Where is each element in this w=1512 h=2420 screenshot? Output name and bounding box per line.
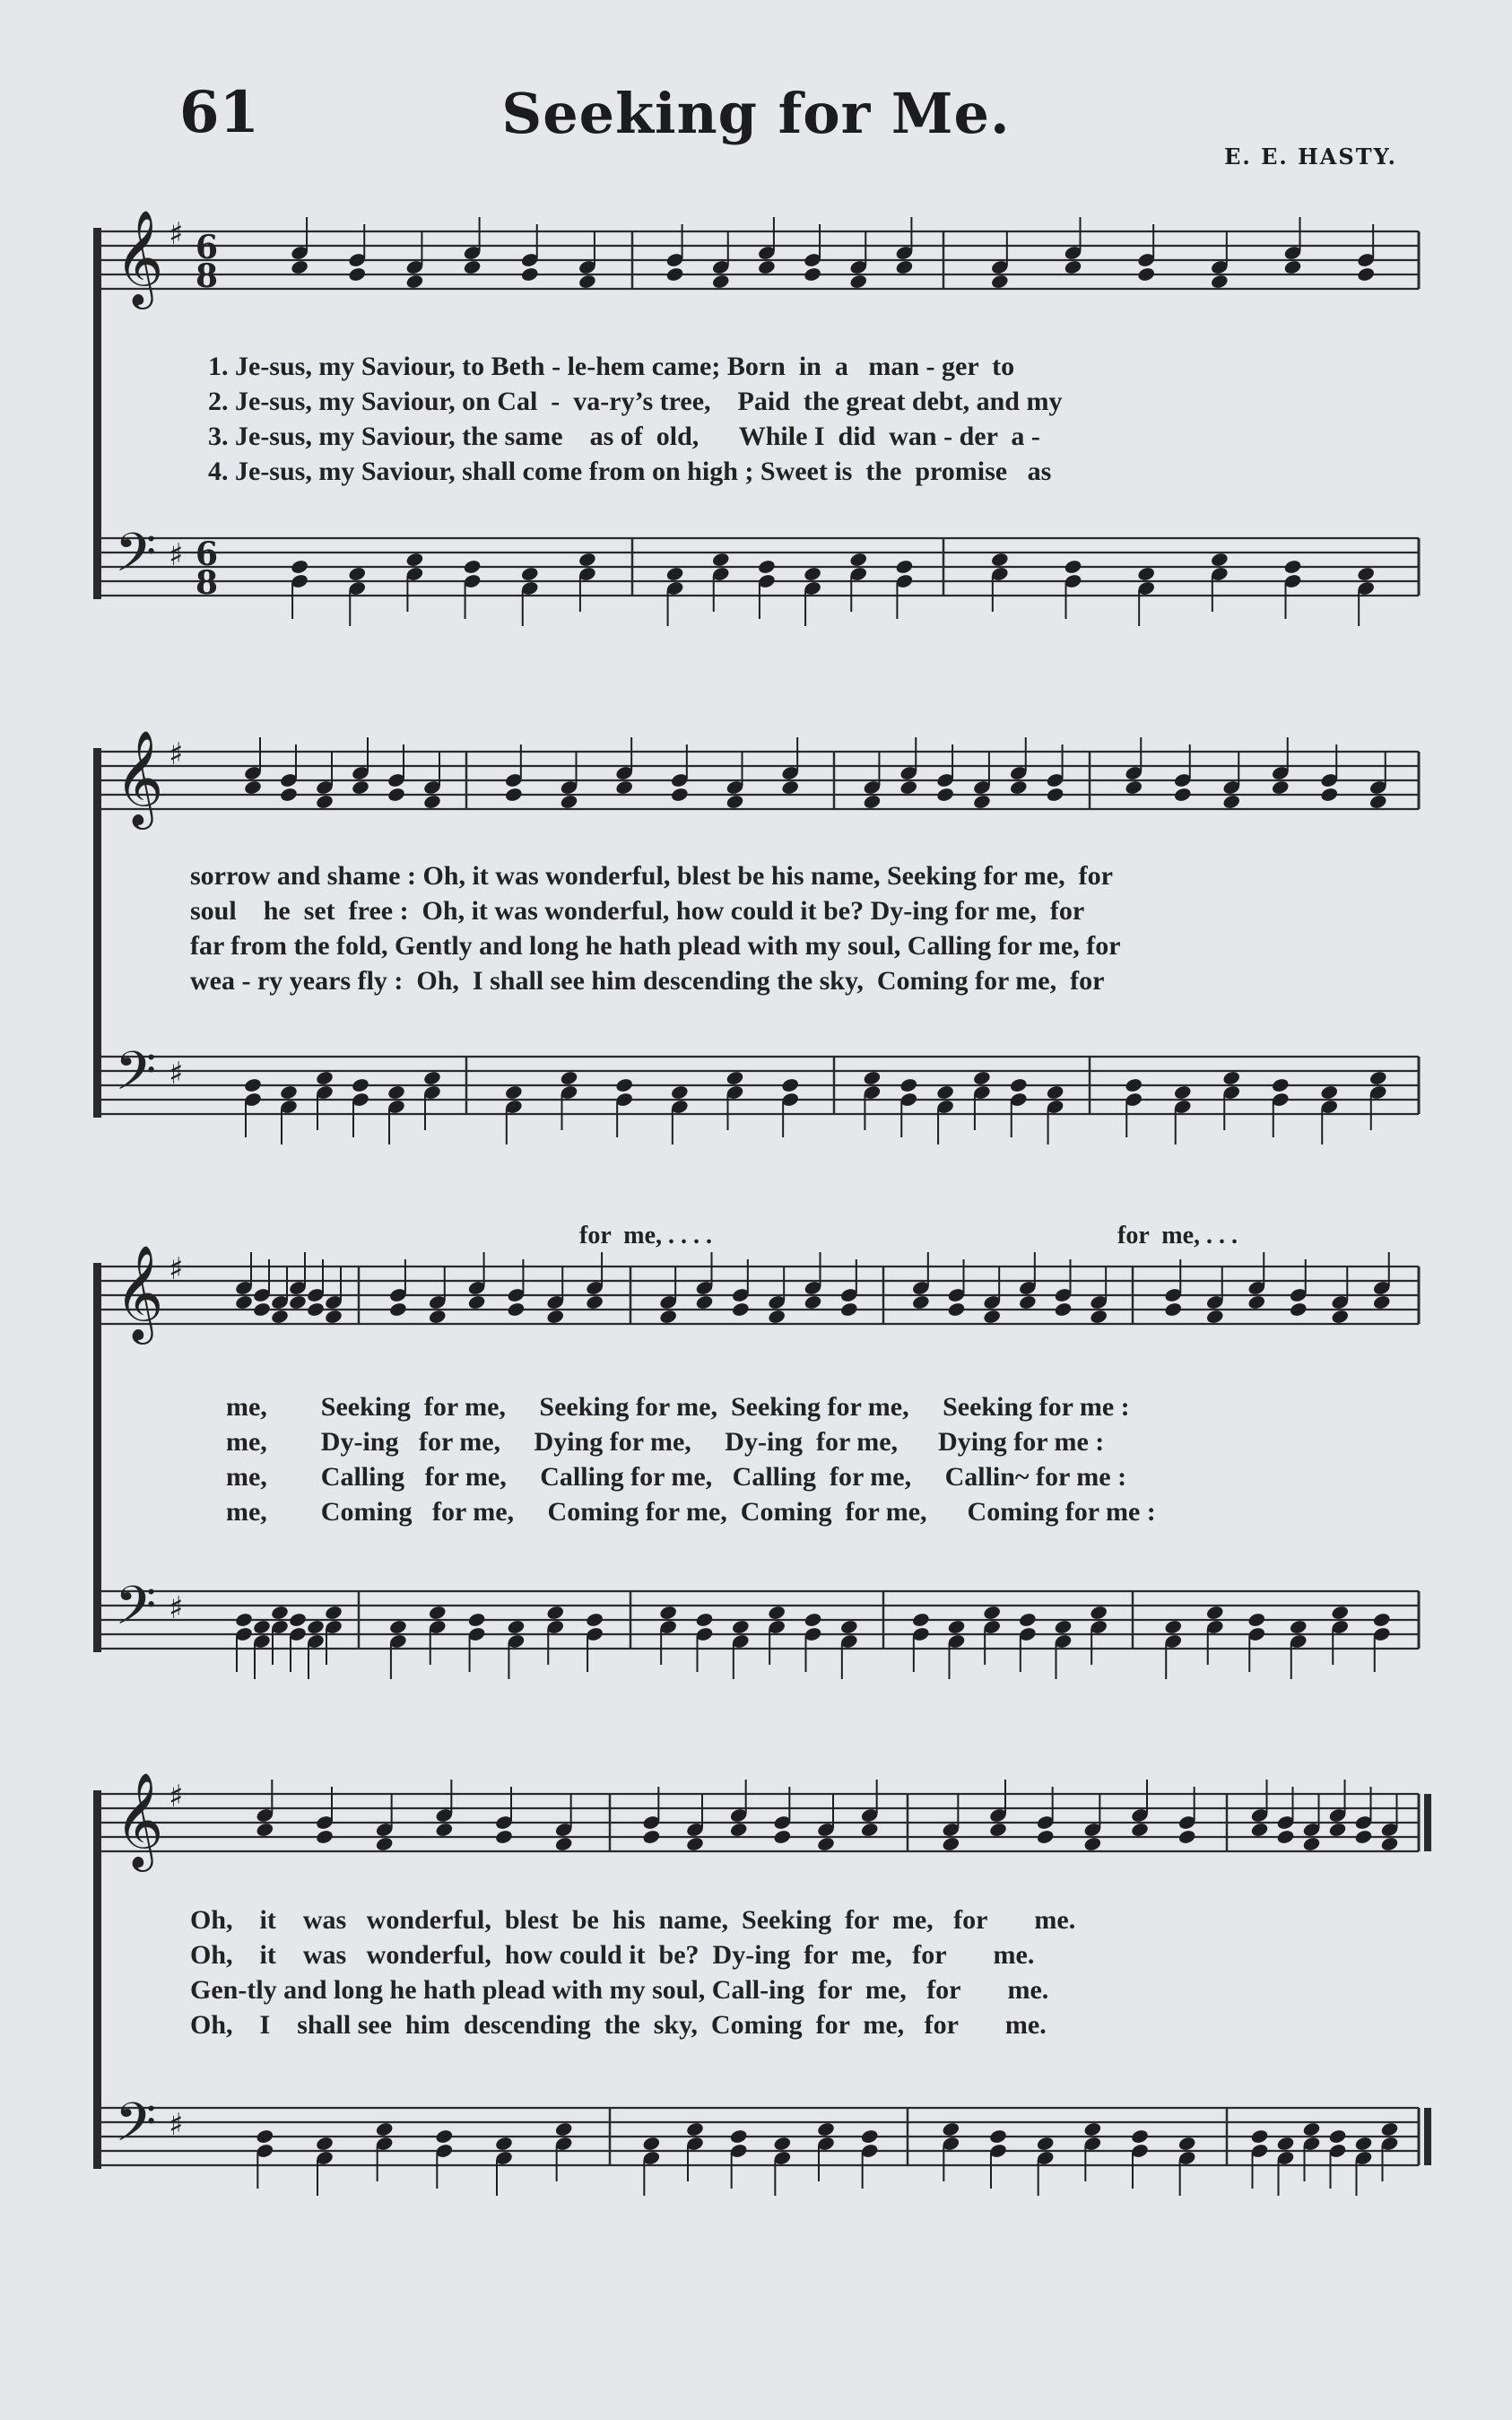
music-system-2 bbox=[0, 700, 1512, 1166]
note-head bbox=[1289, 1301, 1308, 1318]
sharp-key-signature-icon: ♯ bbox=[169, 537, 184, 573]
note-head bbox=[1283, 559, 1302, 575]
note-head bbox=[1302, 2121, 1321, 2137]
note-head bbox=[935, 1084, 954, 1101]
page-number: 61 bbox=[179, 79, 260, 146]
note-head bbox=[351, 779, 369, 796]
cue-lyric-1: for me, . . . . bbox=[579, 1222, 712, 1249]
note-head bbox=[279, 1084, 298, 1101]
note-head bbox=[767, 1309, 786, 1325]
composer-credit: E. E. HASTY. bbox=[1224, 144, 1397, 170]
music-system-1 bbox=[0, 0, 1512, 646]
note-head bbox=[1064, 259, 1082, 275]
note-head bbox=[780, 779, 799, 796]
note-head bbox=[387, 787, 405, 803]
note-head bbox=[899, 1077, 918, 1093]
note-head bbox=[729, 2128, 748, 2145]
note-head bbox=[773, 1829, 792, 1845]
note-head bbox=[387, 1084, 405, 1101]
lyric-verse-3: Gen-tly and long he hath plead with my soul, Call-ing for me, for me. bbox=[190, 1975, 1049, 2005]
note-head bbox=[585, 1612, 604, 1628]
hymn-title: Seeking for Me. bbox=[501, 81, 1011, 146]
note-head bbox=[972, 1070, 991, 1086]
note-head bbox=[435, 2128, 454, 2145]
note-head bbox=[243, 779, 262, 796]
note-head bbox=[1380, 2121, 1399, 2137]
note-head bbox=[243, 1077, 262, 1093]
note-head bbox=[1130, 1822, 1149, 1838]
note-head bbox=[1328, 1822, 1347, 1838]
note-head bbox=[729, 1822, 748, 1838]
sharp-key-signature-icon: ♯ bbox=[169, 1590, 184, 1626]
sharp-key-signature-icon: ♯ bbox=[169, 1056, 184, 1092]
note-head bbox=[1372, 1294, 1391, 1310]
treble-clef-icon: 𝄞 bbox=[115, 209, 164, 305]
note-head bbox=[388, 1301, 407, 1318]
note-head bbox=[1054, 1301, 1073, 1318]
note-head bbox=[256, 2128, 274, 2145]
note-head bbox=[306, 1619, 325, 1635]
note-head bbox=[780, 1077, 799, 1093]
note-head bbox=[578, 274, 596, 290]
note-head bbox=[494, 1829, 513, 1845]
sharp-key-signature-icon: ♯ bbox=[169, 736, 184, 772]
note-head bbox=[1018, 1294, 1037, 1310]
note-head bbox=[388, 1619, 407, 1635]
lyric-verse-3: me, Calling for me, Calling for me, Calling for me, Callin~ for me : bbox=[226, 1462, 1127, 1492]
note-head bbox=[324, 1309, 343, 1325]
lyric-verse-4: 4. Je-sus, my Saviour, shall come from on high ; Sweet is the promise as bbox=[208, 457, 1052, 486]
sharp-key-signature-icon: ♯ bbox=[169, 2107, 184, 2143]
lyric-verse-4: Oh, I shall see him descending the sky, Coming for me, for me. bbox=[190, 2010, 1047, 2040]
note-head bbox=[507, 1619, 526, 1635]
note-head bbox=[1089, 1309, 1108, 1325]
note-head bbox=[1164, 1301, 1183, 1318]
note-head bbox=[804, 1294, 822, 1310]
note-head bbox=[711, 552, 730, 568]
note-head bbox=[1369, 1070, 1387, 1086]
note-head bbox=[1173, 1084, 1192, 1101]
note-head bbox=[1210, 274, 1229, 290]
note-head bbox=[428, 1605, 447, 1621]
note-head bbox=[375, 1836, 394, 1852]
note-head bbox=[256, 1822, 274, 1838]
final-barline bbox=[1424, 1794, 1431, 1851]
note-head bbox=[560, 1070, 578, 1086]
note-head bbox=[670, 1084, 689, 1101]
note-head bbox=[711, 274, 730, 290]
note-head bbox=[685, 1836, 704, 1852]
note-head bbox=[252, 1619, 271, 1635]
note-head bbox=[658, 1605, 677, 1621]
note-head bbox=[982, 1605, 1001, 1621]
final-barline bbox=[1424, 2108, 1431, 2165]
lyric-verse-4: wea - ry years fly : Oh, I shall see him descending the sky, Coming for me, for bbox=[190, 966, 1105, 996]
note-head bbox=[494, 2136, 513, 2152]
time-signature-bottom: 8 bbox=[196, 564, 219, 602]
time-signature-bottom: 8 bbox=[196, 257, 219, 295]
system-brace bbox=[93, 1263, 101, 1652]
note-head bbox=[670, 787, 689, 803]
note-head bbox=[405, 552, 424, 568]
treble-clef-icon: 𝄞 bbox=[115, 1771, 164, 1867]
lyric-verse-3: far from the fold, Gently and long he hath plead with my soul, Calling for me, for bbox=[190, 931, 1121, 961]
note-head bbox=[849, 274, 868, 290]
lyric-verse-2: Oh, it was wonderful, how could it be? Dy-ing for me, for me. bbox=[190, 1940, 1035, 1970]
note-head bbox=[270, 1605, 289, 1621]
note-head bbox=[839, 1619, 858, 1635]
system-brace bbox=[93, 1790, 101, 2169]
note-head bbox=[1125, 1077, 1143, 1093]
note-head bbox=[1331, 1605, 1350, 1621]
note-head bbox=[860, 1822, 879, 1838]
note-head bbox=[803, 566, 821, 582]
note-head bbox=[1271, 1077, 1290, 1093]
note-head bbox=[803, 266, 821, 283]
lyric-verse-2: me, Dy-ing for me, Dying for me, Dy-ing for me, Dying for me : bbox=[226, 1427, 1105, 1457]
note-head bbox=[290, 559, 308, 575]
note-head bbox=[1205, 1309, 1224, 1325]
note-head bbox=[546, 1605, 565, 1621]
time-signature-top: 6 bbox=[196, 229, 219, 266]
treble-clef-icon: 𝄞 bbox=[115, 1244, 164, 1340]
note-head bbox=[757, 259, 776, 275]
note-head bbox=[290, 259, 308, 275]
note-head bbox=[546, 1309, 565, 1325]
note-head bbox=[288, 1612, 307, 1628]
note-head bbox=[1125, 779, 1143, 796]
note-head bbox=[1083, 2121, 1102, 2137]
note-head bbox=[947, 1619, 966, 1635]
note-head bbox=[695, 1294, 714, 1310]
note-head bbox=[665, 566, 684, 582]
note-head bbox=[695, 1612, 714, 1628]
note-head bbox=[1276, 1829, 1295, 1845]
treble-clef-icon: 𝄞 bbox=[115, 729, 164, 825]
note-head bbox=[1222, 794, 1241, 810]
note-head bbox=[315, 2136, 334, 2152]
note-head bbox=[726, 794, 744, 810]
note-head bbox=[288, 1294, 307, 1310]
note-head bbox=[504, 1084, 523, 1101]
note-head bbox=[1289, 1619, 1308, 1635]
bass-clef-icon: 𝄢 bbox=[115, 1040, 157, 1115]
note-head bbox=[990, 274, 1009, 290]
note-head bbox=[348, 266, 367, 283]
note-head bbox=[306, 1301, 325, 1318]
note-head bbox=[1247, 1294, 1266, 1310]
note-head bbox=[560, 794, 578, 810]
note-head bbox=[911, 1294, 930, 1310]
note-head bbox=[1173, 787, 1192, 803]
note-head bbox=[1250, 1822, 1269, 1838]
note-head bbox=[773, 2136, 792, 2152]
note-head bbox=[1018, 1612, 1037, 1628]
note-head bbox=[1136, 566, 1155, 582]
note-head bbox=[348, 566, 367, 582]
staff-notation bbox=[0, 0, 1512, 646]
note-head bbox=[585, 1294, 604, 1310]
note-head bbox=[1046, 787, 1064, 803]
note-head bbox=[911, 1612, 930, 1628]
note-head bbox=[614, 779, 633, 796]
note-head bbox=[1320, 1084, 1339, 1101]
note-head bbox=[1054, 1619, 1073, 1635]
note-head bbox=[804, 1612, 822, 1628]
note-head bbox=[578, 552, 596, 568]
lyric-verse-2: soul he set free : Oh, it was wonderful, how could it be? Dy-ing for me, for bbox=[190, 896, 1085, 926]
note-head bbox=[1271, 779, 1290, 796]
note-head bbox=[988, 1822, 1007, 1838]
lyric-verse-1: me, Seeking for me, Seeking for me, Seeking for me, Seeking for me : bbox=[226, 1392, 1130, 1422]
sharp-key-signature-icon: ♯ bbox=[169, 1779, 184, 1815]
note-head bbox=[1356, 266, 1375, 283]
lyric-verse-3: 3. Je-sus, my Saviour, the same as of old, While I did wan - der a - bbox=[208, 422, 1040, 451]
note-head bbox=[642, 1829, 661, 1845]
sharp-key-signature-icon: ♯ bbox=[169, 1251, 184, 1287]
lyric-verse-1: Oh, it was wonderful, blest be his name, Seeking for me, for me. bbox=[190, 1905, 1076, 1935]
note-head bbox=[1331, 1309, 1350, 1325]
note-head bbox=[234, 1612, 253, 1628]
sharp-key-signature-icon: ♯ bbox=[169, 216, 184, 252]
note-head bbox=[988, 2128, 1007, 2145]
note-head bbox=[315, 794, 334, 810]
note-head bbox=[1354, 1829, 1373, 1845]
music-system-4 bbox=[0, 1740, 1512, 2242]
note-head bbox=[942, 1836, 960, 1852]
lyric-verse-1: sorrow and shame : Oh, it was wonderful, blest be his name, Seeking for me, for bbox=[190, 861, 1113, 891]
bass-clef-icon: 𝄢 bbox=[115, 521, 157, 596]
note-head bbox=[270, 1309, 289, 1325]
note-head bbox=[351, 1077, 369, 1093]
note-head bbox=[279, 787, 298, 803]
note-head bbox=[435, 1822, 454, 1838]
note-head bbox=[1177, 1829, 1196, 1845]
note-head bbox=[1009, 779, 1028, 796]
note-head bbox=[252, 1301, 271, 1318]
note-head bbox=[726, 1070, 744, 1086]
bass-staff bbox=[97, 2108, 1419, 2165]
note-head bbox=[935, 787, 954, 803]
note-head bbox=[1356, 566, 1375, 582]
note-head bbox=[863, 794, 882, 810]
treble-staff bbox=[97, 1794, 1419, 1851]
note-head bbox=[849, 552, 868, 568]
note-head bbox=[685, 2121, 704, 2137]
note-head bbox=[1302, 1836, 1321, 1852]
note-head bbox=[1064, 559, 1082, 575]
bass-clef-icon: 𝄢 bbox=[115, 2091, 157, 2166]
note-head bbox=[1250, 2128, 1269, 2145]
note-head bbox=[899, 779, 918, 796]
note-head bbox=[1130, 2128, 1149, 2145]
note-head bbox=[860, 2128, 879, 2145]
note-head bbox=[658, 1309, 677, 1325]
note-head bbox=[1205, 1605, 1224, 1621]
note-head bbox=[463, 559, 482, 575]
note-head bbox=[1369, 794, 1387, 810]
note-head bbox=[467, 1294, 486, 1310]
note-head bbox=[504, 787, 523, 803]
note-head bbox=[1354, 2136, 1373, 2152]
note-head bbox=[990, 552, 1009, 568]
time-signature-top: 6 bbox=[196, 535, 219, 573]
note-head bbox=[1283, 259, 1302, 275]
lyric-verse-4: me, Coming for me, Coming for me, Coming for me, Coming for me : bbox=[226, 1497, 1156, 1527]
note-head bbox=[422, 1070, 441, 1086]
note-head bbox=[520, 566, 539, 582]
note-head bbox=[982, 1309, 1001, 1325]
lyric-verse-2: 2. Je-sus, my Saviour, on Cal - va-ry’s tree, Paid the great debt, and my bbox=[208, 387, 1063, 416]
note-head bbox=[665, 266, 684, 283]
note-head bbox=[554, 1836, 573, 1852]
note-head bbox=[731, 1619, 750, 1635]
note-head bbox=[507, 1301, 526, 1318]
note-head bbox=[234, 1294, 253, 1310]
note-head bbox=[1380, 1836, 1399, 1852]
note-head bbox=[324, 1605, 343, 1621]
note-head bbox=[731, 1301, 750, 1318]
note-head bbox=[1320, 787, 1339, 803]
note-head bbox=[942, 2121, 960, 2137]
note-head bbox=[816, 1836, 835, 1852]
system-brace bbox=[93, 228, 101, 599]
note-head bbox=[839, 1301, 858, 1318]
cue-lyric-2: for me, . . . bbox=[1117, 1222, 1238, 1249]
note-head bbox=[1328, 2128, 1347, 2145]
bass-clef-icon: 𝄢 bbox=[115, 1574, 157, 1650]
note-head bbox=[1372, 1612, 1391, 1628]
note-head bbox=[315, 1070, 334, 1086]
note-head bbox=[1177, 2136, 1196, 2152]
note-head bbox=[1046, 1084, 1064, 1101]
note-head bbox=[520, 266, 539, 283]
note-head bbox=[895, 259, 914, 275]
note-head bbox=[816, 2121, 835, 2137]
note-head bbox=[947, 1301, 966, 1318]
note-head bbox=[1136, 266, 1155, 283]
note-head bbox=[1164, 1619, 1183, 1635]
lyric-verse-1: 1. Je-sus, my Saviour, to Beth - le-hem came; Born in a man - ger to bbox=[208, 352, 1015, 381]
note-head bbox=[1089, 1605, 1108, 1621]
note-head bbox=[1276, 2136, 1295, 2152]
note-head bbox=[757, 559, 776, 575]
note-head bbox=[1036, 1829, 1055, 1845]
note-head bbox=[1036, 2136, 1055, 2152]
system-brace bbox=[93, 748, 101, 1118]
note-head bbox=[1247, 1612, 1266, 1628]
note-head bbox=[642, 2136, 661, 2152]
note-head bbox=[463, 259, 482, 275]
note-head bbox=[1083, 1836, 1102, 1852]
note-head bbox=[1222, 1070, 1241, 1086]
music-system-3 bbox=[0, 1211, 1512, 1695]
note-head bbox=[554, 2121, 573, 2137]
note-head bbox=[863, 1070, 882, 1086]
note-head bbox=[1009, 1077, 1028, 1093]
note-head bbox=[422, 794, 441, 810]
note-head bbox=[767, 1605, 786, 1621]
note-head bbox=[895, 559, 914, 575]
note-head bbox=[467, 1612, 486, 1628]
note-head bbox=[315, 1829, 334, 1845]
note-head bbox=[972, 794, 991, 810]
note-head bbox=[1210, 552, 1229, 568]
note-head bbox=[375, 2121, 394, 2137]
note-head bbox=[405, 274, 424, 290]
note-head bbox=[614, 1077, 633, 1093]
note-head bbox=[428, 1309, 447, 1325]
